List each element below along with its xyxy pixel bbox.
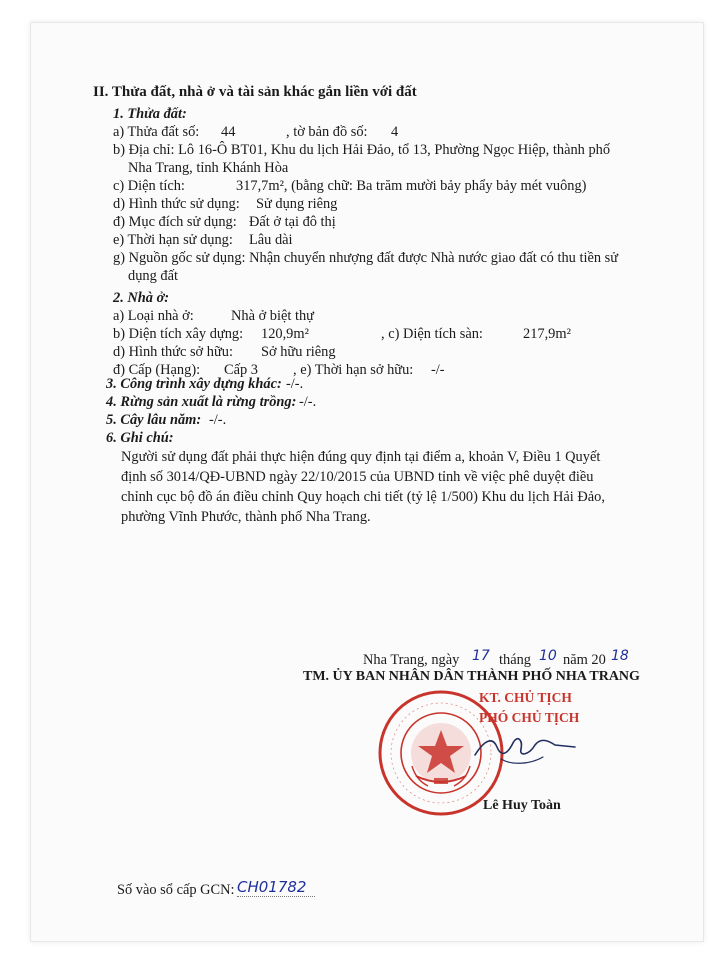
house-ownership-label: d) Hình thức sở hữu:: [113, 344, 233, 360]
registry-underline: [237, 896, 315, 897]
land-address-line1: b) Địa chỉ: Lô 16-Ô BT01, Khu du lịch Hải Đảo, tổ 13, Phường Ngọc Hiệp, thành phố: [113, 142, 611, 158]
land-origin-line2: dụng đất: [128, 268, 178, 284]
land-use-form-label: d) Hình thức sử dụng:: [113, 196, 240, 212]
house-term-label: , e) Thời hạn sở hữu:: [293, 362, 414, 378]
land-area-label: c) Diện tích:: [113, 178, 185, 194]
land-parcel-value: 44: [221, 124, 236, 140]
perennial-trees-value: -/-.: [209, 412, 227, 428]
sign-month: 10: [539, 648, 557, 664]
house-heading: 2. Nhà ở:: [113, 290, 170, 306]
perennial-trees-label: 5. Cây lâu năm:: [106, 412, 202, 428]
land-map-label: , tờ bản đồ số:: [286, 124, 368, 140]
forest-label: 4. Rừng sản xuất là rừng trồng:: [106, 394, 297, 410]
forest-value: -/-.: [299, 394, 317, 410]
house-floor-area-label: , c) Diện tích sàn:: [381, 326, 483, 342]
land-heading: 1. Thửa đất:: [113, 106, 187, 122]
vice-chair-title: PHÓ CHỦ TỊCH: [479, 710, 580, 725]
section-title: II. Thửa đất, nhà ở và tài sản khác gắn liền với đất: [93, 84, 417, 100]
kt-title: KT. CHỦ TỊCH: [479, 690, 572, 705]
certificate-page: [30, 22, 704, 942]
house-build-area-value: 120,9m²: [261, 326, 309, 342]
registry-label: Số vào sổ cấp GCN:: [117, 882, 235, 898]
land-purpose-label: đ) Mục đích sử dụng:: [113, 214, 237, 230]
land-purpose-value: Đất ở tại đô thị: [249, 214, 336, 230]
land-term-label: e) Thời hạn sử dụng:: [113, 232, 233, 248]
land-area-value: 317,7m², (bằng chữ: Ba trăm mười bảy phẩy bảy mét vuông): [236, 178, 587, 194]
house-grade-value: Cấp 3: [224, 362, 258, 378]
notes-heading: 6. Ghi chú:: [106, 430, 174, 446]
house-build-area-label: b) Diện tích xây dựng:: [113, 326, 244, 342]
note-line2: định số 3014/QĐ-UBND ngày 22/10/2015 của UBND tỉnh về việc phê duyệt điều: [121, 469, 594, 485]
land-map-value: 4: [391, 124, 399, 140]
land-term-value: Lâu dài: [249, 232, 293, 248]
issuing-authority: TM. ỦY BAN NHÂN DÂN THÀNH PHỐ NHA TRANG: [303, 669, 640, 684]
sign-year-label: năm 20: [563, 652, 606, 668]
house-grade-label: đ) Cấp (Hạng):: [113, 362, 201, 378]
note-line3: chỉnh cục bộ đồ án điều chỉnh Quy hoạch chi tiết (tỷ lệ 1/500) Khu du lịch Hải Đảo,: [121, 489, 605, 505]
handwritten-signature-icon: [471, 725, 581, 775]
signer-name: Lê Huy Toàn: [483, 798, 561, 813]
other-works-value: -/-.: [286, 376, 304, 392]
sign-date-prefix: Nha Trang, ngày: [363, 652, 460, 668]
house-floor-area-value: 217,9m²: [523, 326, 571, 342]
land-parcel-label: a) Thửa đất số:: [113, 124, 200, 140]
house-ownership-value: Sở hữu riêng: [261, 344, 336, 360]
note-line1: Người sử dụng đất phải thực hiện đúng quy định tại điểm a, khoản V, Điều 1 Quyết: [121, 449, 601, 465]
sign-month-label: tháng: [499, 652, 531, 668]
land-address-line2: Nha Trang, tỉnh Khánh Hòa: [128, 160, 289, 176]
land-origin-line1: g) Nguồn gốc sử dụng: Nhận chuyển nhượng đất được Nhà nước giao đất có thu tiền sử: [113, 250, 619, 266]
other-works-label: 3. Công trình xây dựng khác:: [106, 376, 282, 392]
registry-number: CH01782: [237, 878, 307, 896]
note-line4: phường Vĩnh Phước, thành phố Nha Trang.: [121, 509, 371, 525]
sign-year-suffix: 18: [611, 648, 629, 664]
sign-day: 17: [472, 648, 490, 664]
house-type-value: Nhà ở biệt thự: [231, 308, 314, 324]
house-type-label: a) Loại nhà ở:: [113, 308, 194, 324]
house-term-value: -/-: [431, 362, 445, 378]
land-use-form-value: Sử dụng riêng: [256, 196, 338, 212]
